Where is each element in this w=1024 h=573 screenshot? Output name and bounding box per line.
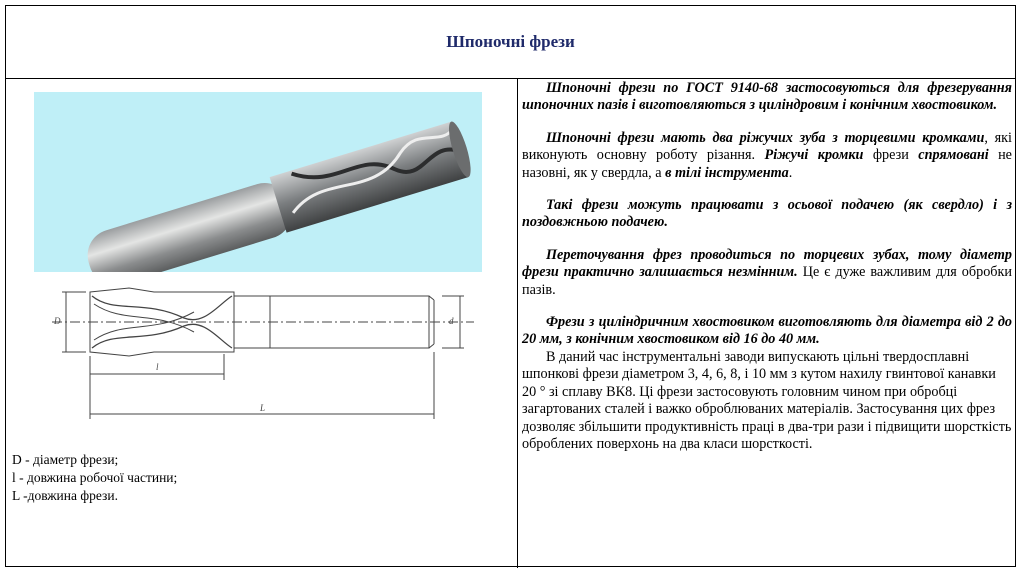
cutter-photo-image — [34, 92, 482, 272]
legend-item: D - діаметр фрези; — [12, 452, 119, 467]
cutter-photo — [34, 92, 482, 272]
dim-label-l: l — [156, 362, 159, 372]
column-divider — [517, 78, 518, 568]
p2-text: не назовні, як у свердла, а — [522, 147, 1012, 181]
p2-emph: Ріжучі кромки — [764, 147, 864, 164]
dim-label-d: d — [449, 316, 454, 326]
p4-emph: Переточування фрез проводиться по торцевих зубах, тому діаметр фрези практично залишається незмінним. — [522, 246, 1012, 281]
final-block — [522, 314, 1012, 453]
p2-emph: Шпоночні фрези мають два ріжучих зуба з торцевими кромками — [546, 129, 985, 146]
paragraph-5: Фрези з циліндричним хвостовиком виготовляють для діаметра від 2 до 20 мм, з конічним хвостовиком від 16 до 40 мм. — [522, 314, 1012, 348]
paragraph-3: Такі фрези можуть працювати з осьової подачею (як свердло) і з поздовжньою подачею. — [522, 197, 1012, 231]
paragraph-1: Шпоночні фрези по ГОСТ 9140-68 застосовуються для фрезерування шпоночних пазів і виготовляються з циліндровим і конічним хвостовиком. — [522, 80, 1012, 114]
p2-text: , які виконують основну роботу різання. — [522, 129, 1012, 164]
legend-item: L -довжина фрези. — [12, 488, 118, 503]
title-bar — [6, 6, 1015, 79]
legend — [12, 451, 177, 505]
p2-text: фрези — [863, 147, 919, 164]
dim-label-L: L — [260, 403, 266, 413]
dim-label-D: D — [54, 316, 61, 326]
technical-drawing-svg — [34, 274, 482, 424]
description-text — [522, 80, 1012, 566]
technical-drawing — [34, 274, 482, 424]
p2-text: . — [788, 164, 793, 181]
paragraph-2 — [522, 130, 1012, 182]
slide-frame — [5, 5, 1016, 567]
paragraph-4 — [522, 247, 1012, 299]
p2-emph: в тілі інструмента — [665, 164, 789, 181]
p2-emph: спрямовані — [918, 147, 989, 164]
p4-text: Це є дуже важливим для обробки пазів. — [522, 264, 1012, 298]
left-column — [6, 79, 517, 567]
page-title: Шпоночні фрези — [446, 32, 575, 51]
paragraph-6: В даний час інструментальні заводи випускають цільні твердосплавні шпонкові фрези діаметром 3, 4, 6, 8, і 10 мм з кутом нахилу гвинтової канавки 20 ° зі сплаву ВК8. Ці фрези застосовують головним чином при обробці загартованих сталей і важко оброблюваних матеріалів. Застосування цих фрез дозволяє збільшити продуктивність праці в два-три рази і підвищити шорсткість оброблених поверхонь на два класи шорсткості. — [522, 348, 1012, 452]
legend-item: l - довжина робочої частини; — [12, 470, 178, 485]
